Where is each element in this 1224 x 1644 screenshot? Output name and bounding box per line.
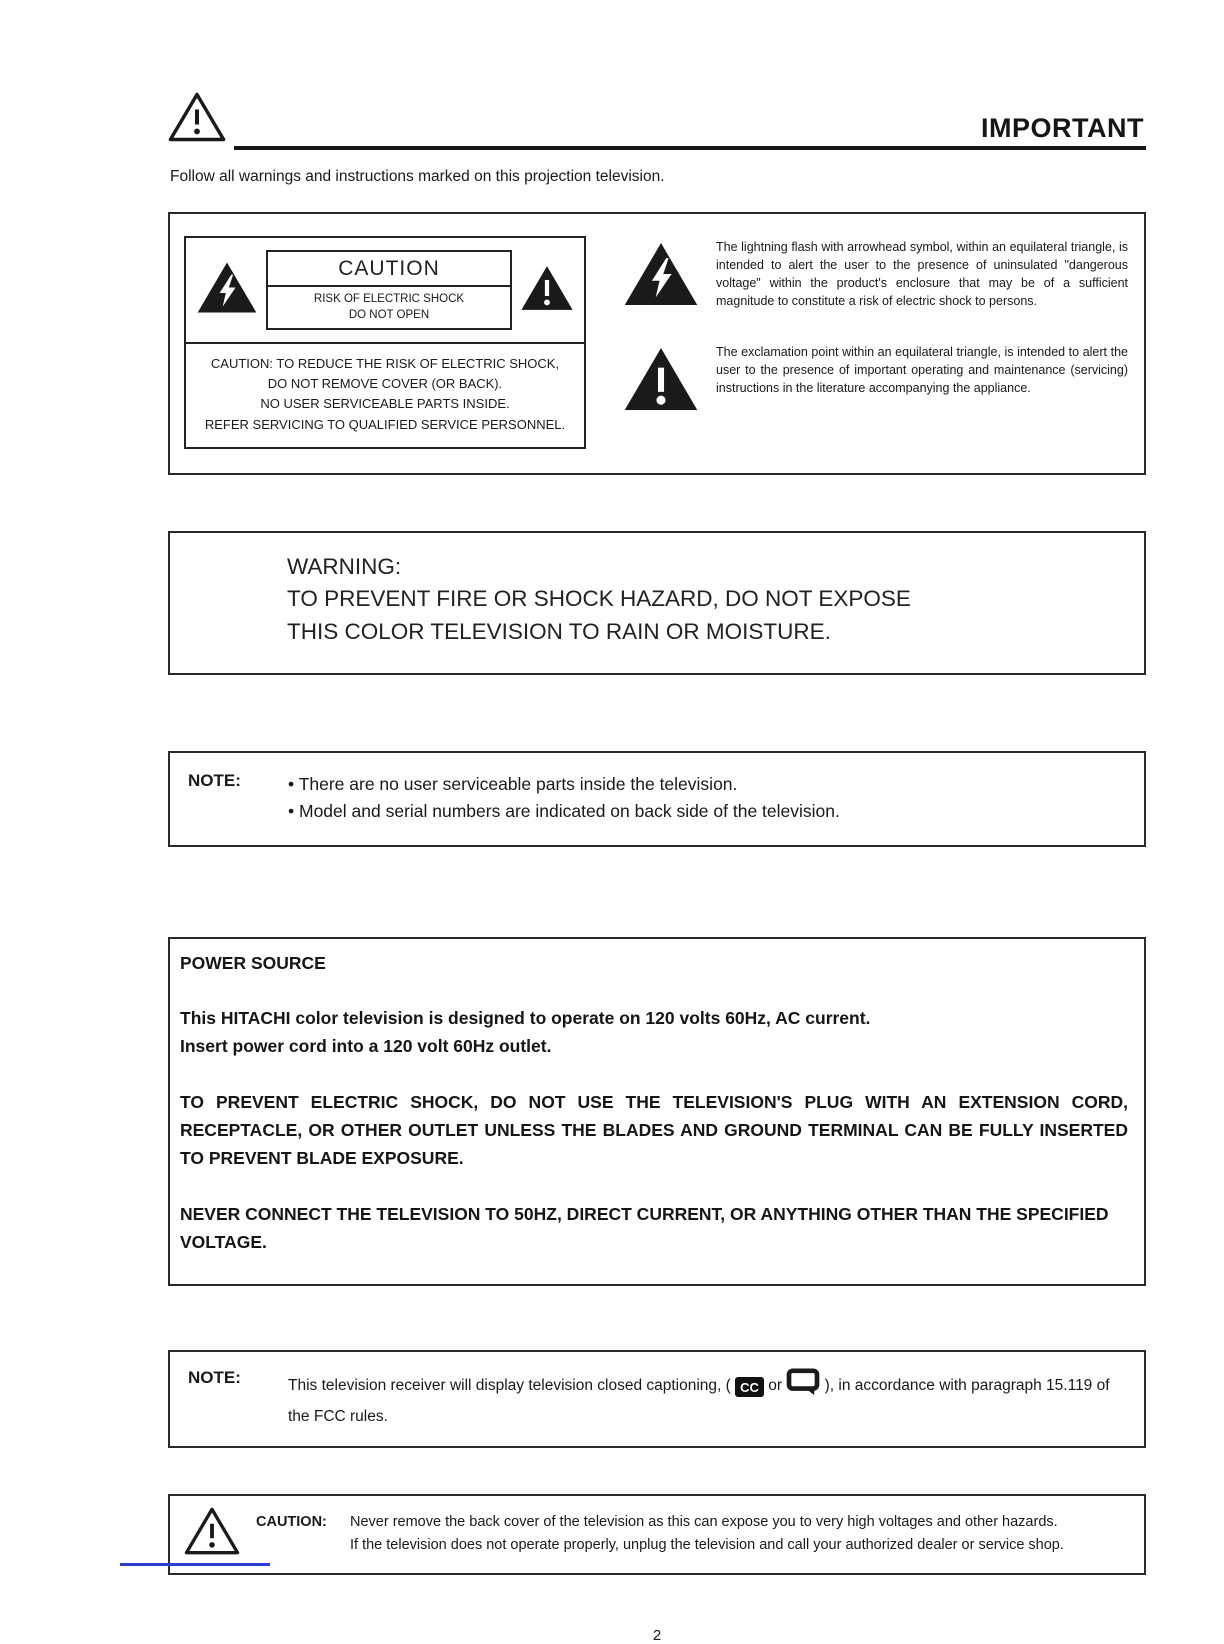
page-content bbox=[168, 0, 1146, 1644]
exclamation-triangle-icon bbox=[622, 345, 700, 418]
electric-shock-warning-box bbox=[184, 236, 586, 449]
cc-text-between: or bbox=[763, 1376, 787, 1394]
cc-text-after: ), in accordance with paragraph 15.119 of the FCC rules. bbox=[288, 1376, 1114, 1426]
risk-text bbox=[268, 285, 510, 328]
warning-triangle-icon bbox=[168, 91, 226, 148]
closed-caption-icon: CC bbox=[735, 1377, 764, 1397]
closed-caption-note-box bbox=[168, 1350, 1146, 1448]
power-source-paragraph-2: TO PREVENT ELECTRIC SHOCK, DO NOT USE THE TELEVISION'S PLUG WITH AN EXTENSION CORD, RECEPTACLE, OR OTHER OUTLET UNLESS THE BLADES AND GROUND TERMINAL CAN BE FULLY INSERTED TO PREVENT BLADE EXPOSURE. bbox=[180, 1091, 1128, 1168]
caution-line: Never remove the back cover of the television as this can expose you to very high voltages and other hazards. bbox=[350, 1514, 1058, 1531]
note-item: • There are no user serviceable parts inside the television. bbox=[288, 771, 840, 798]
power-source-line: This HITACHI color television is designed to operate on 120 volts 60Hz, AC current. bbox=[180, 1007, 871, 1028]
caution-title: CAUTION bbox=[338, 257, 440, 280]
lightning-description: The lightning flash with arrowhead symbol, within an equilateral triangle, is intended to alert the user to the presence of uninsulated "dangerous voltage" within the product's enclosure that may be of a sufficient magnitude to constitute a risk of electric shock to persons. bbox=[716, 240, 1128, 309]
warning-line: WARNING: bbox=[287, 553, 402, 579]
note-item: • Model and serial numbers are indicated on back side of the television. bbox=[288, 798, 840, 825]
risk-line-2: DO NOT OPEN bbox=[348, 309, 430, 322]
closed-caption-note-text bbox=[288, 1368, 1124, 1430]
intro-text: Follow all warnings and instructions marked on this projection television. bbox=[170, 168, 665, 185]
caution-label-box bbox=[266, 250, 512, 330]
power-source-title: POWER SOURCE bbox=[180, 952, 326, 973]
warning-line: THIS COLOR TELEVISION TO RAIN OR MOISTURE. bbox=[287, 619, 831, 644]
page-header bbox=[168, 88, 1146, 150]
exclamation-description-row bbox=[622, 343, 1128, 418]
note-list bbox=[288, 771, 840, 825]
caution-footer-text bbox=[256, 1511, 1064, 1556]
caption-bubble-icon bbox=[786, 1368, 820, 1405]
symbol-descriptions bbox=[622, 236, 1128, 449]
power-source-paragraph-3: NEVER CONNECT THE TELEVISION TO 50HZ, DIRECT CURRENT, OR ANYTHING OTHER THAN THE SPECIFIED VOLTAGE. bbox=[180, 1203, 1109, 1252]
shock-warning-line: REFER SERVICING TO QUALIFIED SERVICE PERSONNEL. bbox=[204, 416, 566, 432]
caution-label: CAUTION: bbox=[256, 1514, 327, 1531]
back-cover-caution-box bbox=[168, 1494, 1146, 1575]
cc-text-before: This television receiver will display television closed captioning, ( bbox=[288, 1376, 736, 1394]
shock-warning-text bbox=[186, 342, 584, 447]
note-label: NOTE: bbox=[188, 1367, 241, 1387]
header-rule bbox=[234, 146, 1146, 150]
fire-shock-warning-box bbox=[168, 531, 1146, 675]
caution-line: If the television does not operate properly, unplug the television and call your authorized dealer or service shop. bbox=[350, 1536, 1064, 1553]
exclamation-description: The exclamation point within an equilateral triangle, is intended to alert the user to the presence of important operating and maintenance (servicing) instructions in the literature accompanying the appliance. bbox=[716, 345, 1128, 396]
shock-box-header bbox=[186, 238, 584, 342]
page-number: 2 bbox=[652, 1627, 662, 1644]
lightning-triangle-icon bbox=[622, 240, 700, 313]
shock-warning-line: CAUTION: TO REDUCE THE RISK OF ELECTRIC SHOCK, bbox=[210, 356, 560, 372]
caution-lines bbox=[350, 1511, 1064, 1556]
safety-symbols-panel bbox=[168, 212, 1146, 475]
lightning-triangle-icon bbox=[196, 260, 258, 320]
power-source-paragraph-1 bbox=[180, 1004, 1128, 1060]
shock-warning-line: DO NOT REMOVE COVER (OR BACK). bbox=[267, 376, 503, 392]
shock-warning-line: NO USER SERVICEABLE PARTS INSIDE. bbox=[260, 396, 510, 412]
risk-line-1: RISK OF ELECTRIC SHOCK bbox=[313, 293, 465, 305]
exclamation-triangle-icon bbox=[520, 264, 574, 317]
serviceable-parts-note-box bbox=[168, 751, 1146, 847]
page-title: IMPORTANT bbox=[981, 113, 1144, 143]
power-source-line: Insert power cord into a 120 volt 60Hz outlet. bbox=[180, 1035, 552, 1056]
note-label: NOTE: bbox=[188, 770, 241, 790]
warning-triangle-icon bbox=[184, 1506, 240, 1561]
power-source-box bbox=[168, 937, 1146, 1286]
footer-blue-line bbox=[120, 1563, 270, 1566]
warning-line: TO PREVENT FIRE OR SHOCK HAZARD, DO NOT EXPOSE bbox=[287, 586, 911, 612]
lightning-description-row bbox=[622, 238, 1128, 313]
